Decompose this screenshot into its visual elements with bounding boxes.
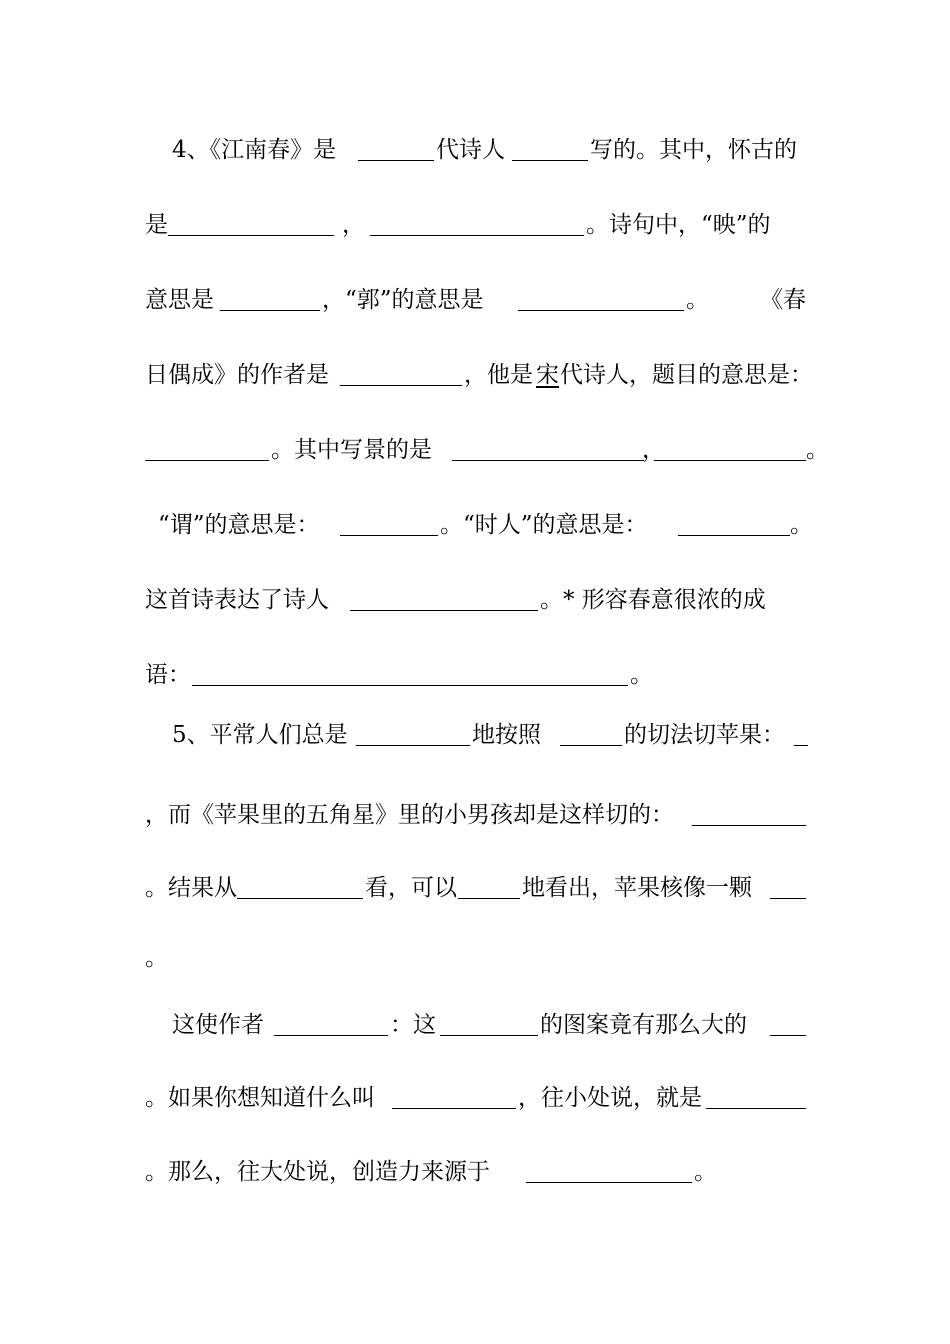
- text-segment: 地看出，苹果核像一颗: [522, 875, 752, 901]
- text-line-15: [0, 1152, 950, 1192]
- fill-in-blank[interactable]: [220, 310, 320, 311]
- text-line-1: [0, 130, 950, 170]
- text-line-12: [0, 938, 950, 978]
- text-segment: 的图案竟有那么大的: [540, 1012, 747, 1038]
- text-segment: ，往小处说，就是: [518, 1085, 702, 1111]
- fill-in-blank[interactable]: [237, 898, 363, 899]
- text-segment: 日偶成》的作者是: [145, 362, 329, 388]
- text-segment: 地按照: [472, 722, 541, 748]
- text-segment: 。: [806, 437, 829, 463]
- fill-in-blank[interactable]: [168, 235, 334, 236]
- text-line-3: [0, 280, 950, 320]
- text-line-10: [0, 795, 950, 835]
- fill-in-blank[interactable]: [678, 535, 790, 536]
- text-segment: 。: [145, 945, 168, 971]
- fill-in-blank[interactable]: [452, 460, 644, 461]
- text-line-13: [0, 1005, 950, 1045]
- text-segment: 5、平常人们总是: [172, 722, 348, 748]
- text-segment: 。那么，往大处说，创造力来源于: [145, 1159, 490, 1185]
- text-segment: 。: [790, 512, 813, 538]
- text-segment: “谓”的意思是：: [158, 512, 320, 538]
- fill-in-blank[interactable]: [770, 1035, 806, 1036]
- fill-in-blank[interactable]: [440, 1035, 538, 1036]
- text-line-11: [0, 868, 950, 908]
- text-line-4: [0, 355, 950, 395]
- text-segment: 语：: [145, 662, 191, 688]
- text-line-2: [0, 205, 950, 245]
- text-segment: 。结果从: [145, 875, 237, 901]
- text-segment: ，而《苹果里的五角星》里的小男孩却是这样切的：: [145, 802, 674, 828]
- underlined-text: 宋: [536, 362, 559, 388]
- fill-in-blank[interactable]: [340, 535, 438, 536]
- text-line-5: [0, 430, 950, 470]
- fill-in-blank[interactable]: [274, 1035, 388, 1036]
- text-segment: ，: [342, 212, 365, 238]
- text-segment: ：这: [390, 1012, 436, 1038]
- text-segment: ，“郭”的意思是: [322, 287, 484, 313]
- fill-in-blank[interactable]: [512, 160, 588, 161]
- fill-in-blank[interactable]: [392, 1108, 516, 1109]
- fill-in-blank[interactable]: [794, 745, 808, 746]
- fill-in-blank[interactable]: [692, 825, 806, 826]
- text-segment: 的切法切苹果：: [624, 722, 785, 748]
- text-segment: 看，可以: [365, 875, 457, 901]
- text-segment: 。“时人”的意思是：: [440, 512, 648, 538]
- text-segment: 。: [630, 662, 653, 688]
- text-line-14: [0, 1078, 950, 1118]
- fill-in-blank[interactable]: [358, 160, 434, 161]
- text-segment: 写的。其中，怀古的: [590, 137, 797, 163]
- text-segment: 意思是: [145, 287, 214, 313]
- text-line-8: [0, 655, 950, 695]
- text-line-6: [0, 505, 950, 545]
- fill-in-blank[interactable]: [145, 460, 269, 461]
- fill-in-blank[interactable]: [706, 1108, 806, 1109]
- text-segment: ，他是: [464, 362, 533, 388]
- fill-in-blank[interactable]: [350, 610, 538, 611]
- text-segment: 是: [145, 212, 168, 238]
- fill-in-blank[interactable]: [654, 460, 806, 461]
- text-segment: 代诗人，题目的意思是：: [560, 362, 813, 388]
- text-segment: 。: [694, 1159, 717, 1185]
- fill-in-blank[interactable]: [526, 1182, 692, 1183]
- fill-in-blank[interactable]: [458, 898, 520, 899]
- text-segment: 《春: [760, 287, 806, 313]
- text-segment: 。其中写景的是: [271, 437, 432, 463]
- text-line-9: [0, 715, 950, 755]
- text-line-7: [0, 580, 950, 620]
- fill-in-blank[interactable]: [518, 310, 684, 311]
- fill-in-blank[interactable]: [560, 745, 622, 746]
- text-segment: 这使作者: [172, 1012, 264, 1038]
- fill-in-blank[interactable]: [192, 685, 628, 686]
- fill-in-blank[interactable]: [370, 235, 584, 236]
- fill-in-blank[interactable]: [340, 385, 462, 386]
- text-segment: 。如果你想知道什么叫: [145, 1085, 375, 1111]
- text-segment: 这首诗表达了诗人: [145, 587, 329, 613]
- text-segment: 4、《江南春》是: [172, 137, 337, 163]
- text-segment: 。: [686, 287, 709, 313]
- text-segment: 。* 形容春意很浓的成: [540, 587, 766, 613]
- fill-in-blank[interactable]: [356, 745, 470, 746]
- text-segment: 代诗人: [436, 137, 505, 163]
- fill-in-blank[interactable]: [770, 898, 806, 899]
- text-segment: 。诗句中，“映”的: [586, 212, 771, 238]
- text-segment: ，: [642, 437, 665, 463]
